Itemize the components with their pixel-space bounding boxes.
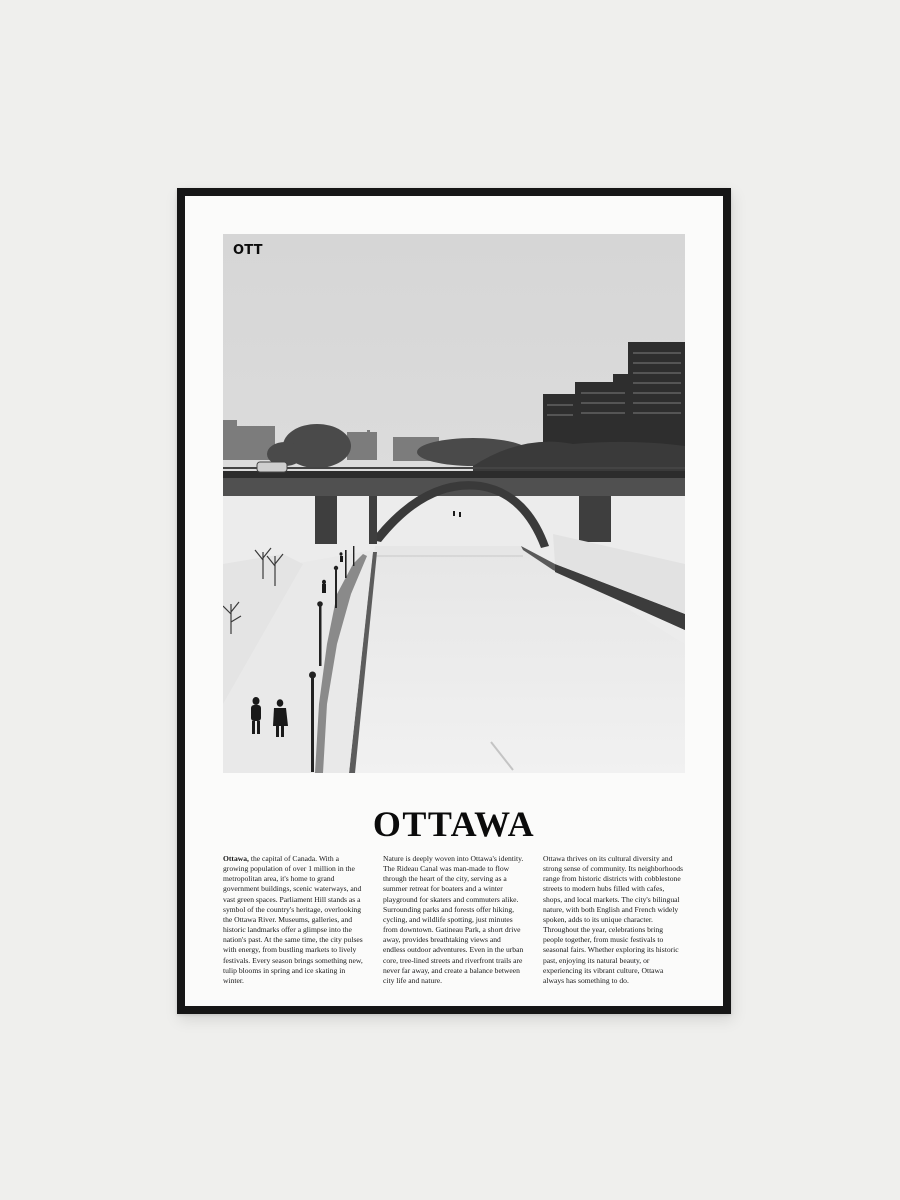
description-column-3 [543, 854, 685, 986]
car [257, 462, 287, 472]
column-text: Nature is deeply woven into Ottawa's identity. The Rideau Canal was man-made to flow through the heart of the city, serving as a summer retreat for boaters and a winter playground for skaters and commuters alike. Surrounding parks and forests offer hiking, cycling, and wildlife spotting, just minutes from downtown. Gatineau Park, a short drive away, provides breathtaking views and endless outdoor adventures. Even in the urban core, tree-lined streets and riverfront trails are never far away, and create a balance between city life and nature. [383, 854, 524, 985]
canal-photo [223, 234, 685, 773]
column-text: Ottawa thrives on its cultural diversity and strong sense of community. Its neighborhoods range from historic districts with cobblestone streets to modern hubs filled with cafes, shops, and local markets. The city's bilingual nature, with both English and French widely spoken, adds to its unique character. Throughout the year, celebrations bring people together, from music festivals to seasonal fairs. Whether exploring its historic past, enjoying its natural beauty, or experiencing its vibrant culture, Ottawa always has something to do. [543, 854, 683, 985]
poster-frame [177, 188, 731, 1014]
poster-title: OTTAWA [372, 804, 536, 844]
column-lead: Ottawa, [223, 854, 249, 863]
description-column-2 [383, 854, 525, 986]
city-code: OTT [233, 243, 263, 258]
column-text: the capital of Canada. With a growing population of over 1 million in the metropolitan area, it's home to grand government buildings, scenic waterways, and vast green spaces. Parliament Hill stands as a symbol of the country's heritage, overlooking the Ottawa River. Museums, galleries, and historic landmarks offer a glimpse into the nation's past. At the same time, the city pulses with energy, from bustling markets to lively festivals. Every season brings something new, tulip blooms in spring and ice skating in winter. [223, 854, 363, 985]
winter-canal-scene [223, 234, 685, 773]
description-column-1 [223, 854, 365, 986]
